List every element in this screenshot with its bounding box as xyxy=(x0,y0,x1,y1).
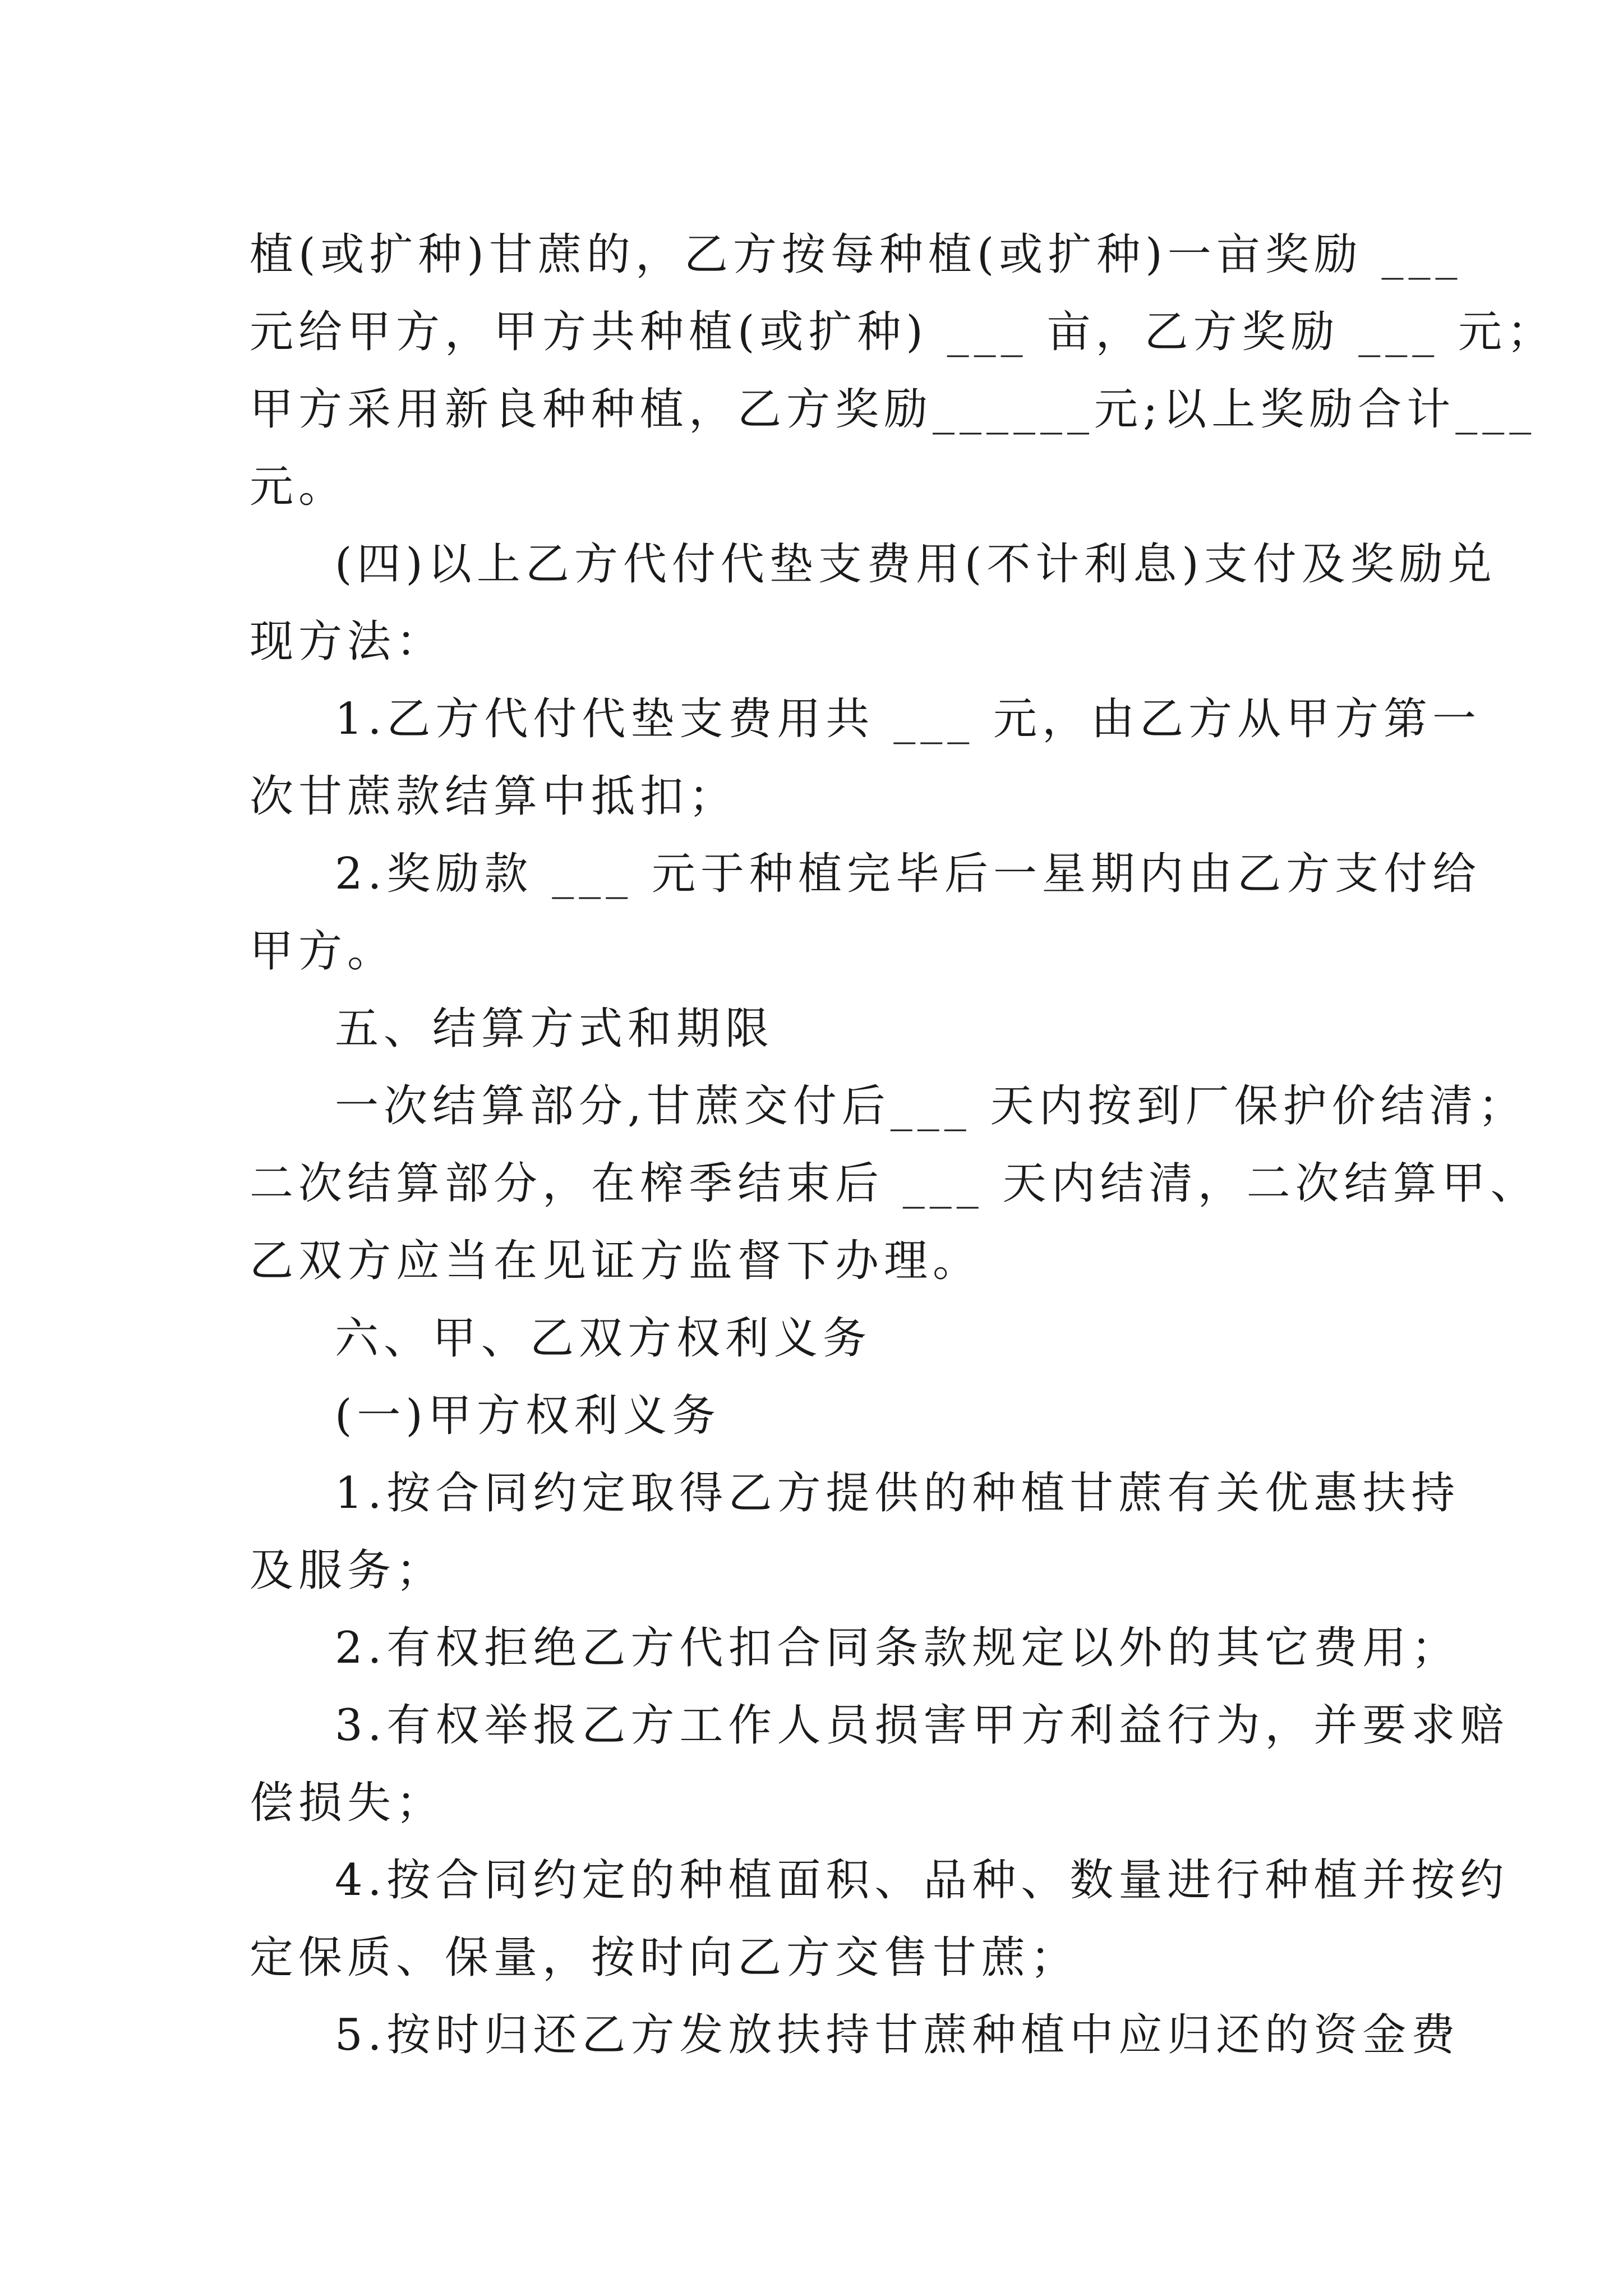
text-line: 乙双方应当在见证方监督下办理。 xyxy=(250,1236,982,1286)
text-line: 元给甲方，甲方共种植(或扩种) ___ 亩，乙方奖励 ___ 元； xyxy=(250,307,1556,357)
section-heading: 六、甲、乙双方权利义务 xyxy=(335,1313,872,1364)
text-line: 2.有权拒绝乙方代扣合同条款规定以外的其它费用； xyxy=(335,1623,1460,1673)
text-line: 甲方。 xyxy=(250,926,396,977)
text-line: 定保质、保量，按时向乙方交售甘蔗； xyxy=(250,1932,1080,1983)
subsection-heading: (一)甲方权利义务 xyxy=(335,1391,721,1441)
text-line: 5.按时归还乙方发放扶持甘蔗种植中应归还的资金费 xyxy=(335,2010,1460,2060)
text-line: 3.有权举报乙方工作人员损害甲方利益行为，并要求赔 xyxy=(335,1700,1509,1751)
text-line: 植(或扩种)甘蔗的，乙方按每种植(或扩种)一亩奖励 ___ xyxy=(250,229,1463,280)
text-line: 4.按合同约定的种植面积、品种、数量进行种植并按约 xyxy=(335,1855,1509,1906)
text-line: 一次结算部分,甘蔗交付后___ 天内按到厂保护价结清； xyxy=(335,1081,1527,1131)
text-line: 甲方采用新良种种植，乙方奖励______元;以上奖励合计___ xyxy=(250,384,1537,435)
text-line: 现方法： xyxy=(250,616,445,667)
text-line: 1.乙方代付代垫支费用共 ___ 元，由乙方从甲方第一 xyxy=(335,694,1482,744)
section-heading: 五、结算方式和期限 xyxy=(335,1004,774,1054)
document-body xyxy=(250,216,1556,2074)
text-line: (四)以上乙方代付代垫支费用(不计利息)支付及奖励兑 xyxy=(335,539,1497,590)
text-line: 2.奖励款 ___ 元于种植完毕后一星期内由乙方支付给 xyxy=(335,849,1482,899)
text-line: 1.按合同约定取得乙方提供的种植甘蔗有关优惠扶持 xyxy=(335,1468,1460,1519)
text-line: 元。 xyxy=(250,462,348,512)
text-line: 二次结算部分，在榨季结束后 ___ 天内结清，二次结算甲、 xyxy=(250,1158,1539,1209)
text-line: 偿损失； xyxy=(250,1778,445,1828)
text-line: 次甘蔗款结算中抵扣； xyxy=(250,771,738,822)
text-line: 及服务； xyxy=(250,1545,445,1596)
